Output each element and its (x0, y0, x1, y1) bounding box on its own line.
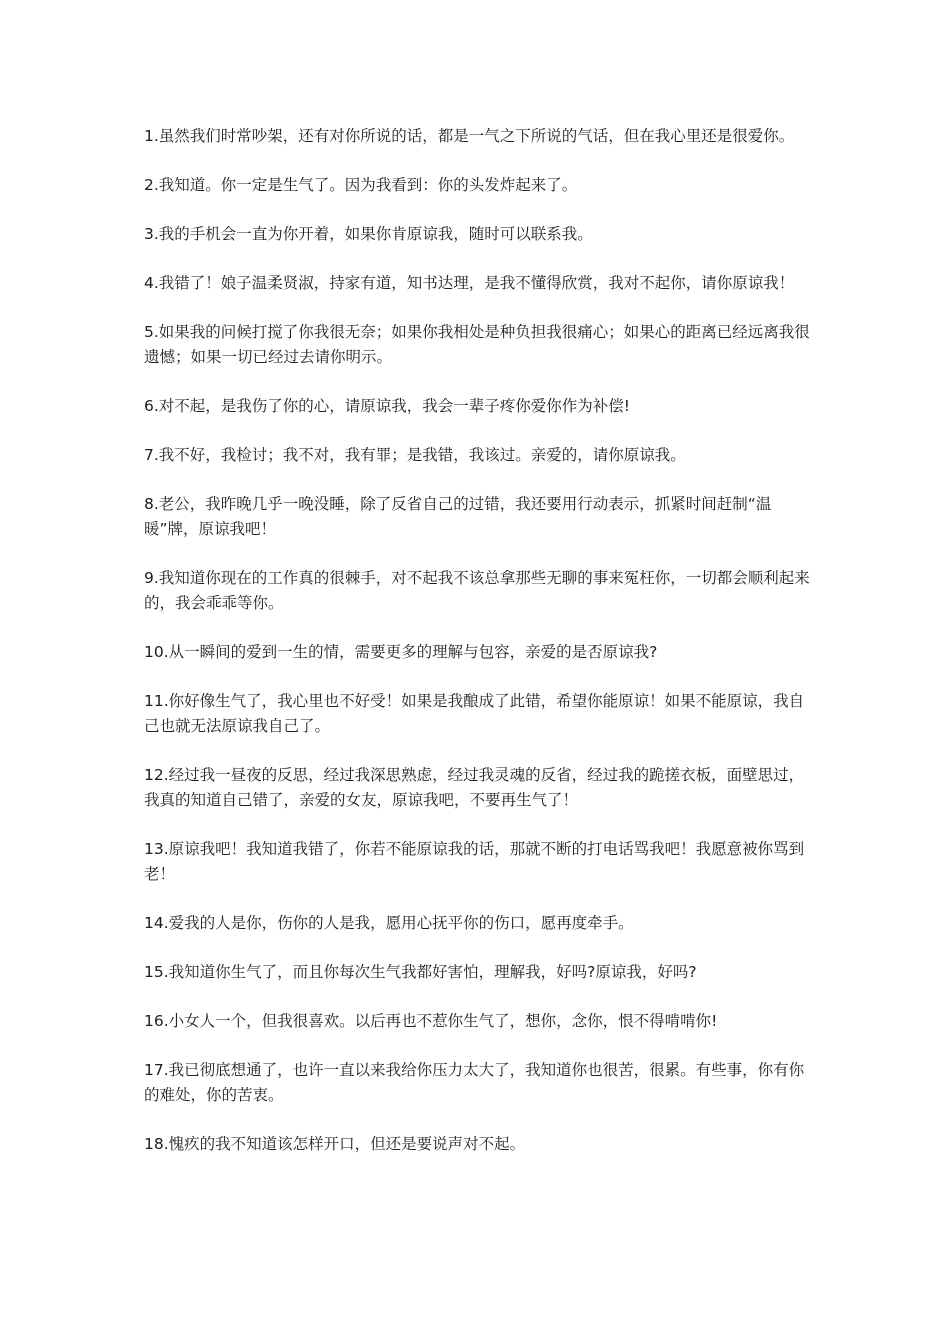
paragraph-6: 6.对不起，是我伤了你的心，请原谅我，我会一辈子疼你爱你作为补偿! (144, 397, 631, 415)
paragraph-5: 5.如果我的问候打搅了你我很无奈；如果你我相处是种负担我很痛心；如果心的距离已经远离我很遗憾；如果一切已经过去请你明示。 (144, 323, 810, 366)
paragraph-11: 11.你好像生气了，我心里也不好受！如果是我酿成了此错，希望你能原谅！如果不能原谅，我自己也就无法原谅我自己了。 (144, 692, 805, 735)
paragraph-18: 18.愧疚的我不知道该怎样开口，但还是要说声对不起。 (144, 1135, 526, 1153)
paragraph-16: 16.小女人一个，但我很喜欢。以后再也不惹你生气了，想你，念你，恨不得啃啃你! (144, 1012, 718, 1030)
paragraph-14: 14.爱我的人是你，伤你的人是我，愿用心抚平你的伤口，愿再度牵手。 (144, 914, 634, 932)
paragraph-9: 9.我知道你现在的工作真的很棘手，对不起我不该总拿那些无聊的事来冤枉你，一切都会顺利起来的，我会乖乖等你。 (144, 569, 810, 612)
paragraph-8: 8.老公，我昨晚几乎一晚没睡，除了反省自己的过错，我还要用行动表示，抓紧时间赶制“温暖”牌，原谅我吧！ (144, 495, 772, 538)
paragraph-17: 17.我已彻底想通了，也许一直以来我给你压力太大了，我知道你也很苦，很累。有些事，你有你的难处，你的苦衷。 (144, 1061, 805, 1104)
paragraph-2: 2.我知道。你一定是生气了。因为我看到：你的头发炸起来了。 (144, 176, 578, 194)
paragraph-4: 4.我错了！娘子温柔贤淑，持家有道，知书达理，是我不懂得欣赏，我对不起你，请你原谅我！ (144, 274, 795, 292)
paragraph-12: 12.经过我一昼夜的反思，经过我深思熟虑，经过我灵魂的反省，经过我的跪搓衣板，面壁思过，我真的知道自己错了，亲爱的女友，原谅我吧，不要再生气了！ (144, 766, 805, 809)
paragraph-7: 7.我不好，我检讨；我不对，我有罪；是我错，我该过。亲爱的，请你原谅我。 (144, 446, 686, 464)
paragraph-15: 15.我知道你生气了，而且你每次生气我都好害怕，理解我，好吗?原谅我，好吗? (144, 963, 697, 981)
document-body (144, 124, 816, 1181)
paragraph-13: 13.原谅我吧！我知道我错了，你若不能原谅我的话，那就不断的打电话骂我吧！我愿意被你骂到老！ (144, 840, 805, 883)
paragraph-10: 10.从一瞬间的爱到一生的情，需要更多的理解与包容，亲爱的是否原谅我? (144, 643, 658, 661)
paragraph-3: 3.我的手机会一直为你开着，如果你肯原谅我，随时可以联系我。 (144, 225, 593, 243)
paragraph-1: 1.虽然我们时常吵架，还有对你所说的话，都是一气之下所说的气话，但在我心里还是很爱你。 (144, 127, 795, 145)
